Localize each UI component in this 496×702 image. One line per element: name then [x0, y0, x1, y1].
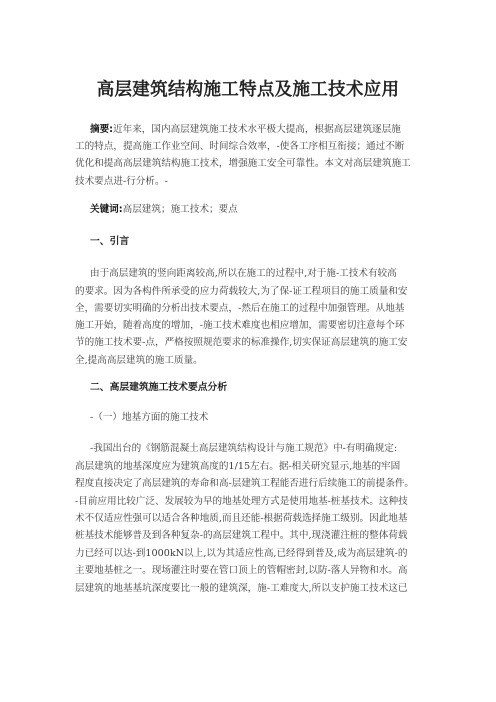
section-2-line-1: -我国出台的《钢筋混凝土高层建筑结构设计与施工规范》中-有明确规定:	[90, 443, 398, 454]
abstract-text: 近年来，国内高层建筑施工技术水平极大提高，根据高层建筑逐层施	[113, 124, 401, 135]
abstract-line-3: 优化和提高高层建筑结构施工技术，增强施工安全可靠性。本文对高层建筑施工	[75, 158, 411, 169]
abstract-line-4: 技术要点进-行分析。-	[75, 176, 168, 187]
section-2-line-3: 程度直接决定了高层建筑的寿命和高-层建筑工程能否进行后续施工的前提条件。	[75, 478, 415, 489]
section-2-line-5: 术不仅适应性强可以适合各种地质,而且还能-根据荷载选择施工级别。因此地基	[75, 513, 408, 524]
abstract-label: 摘要:	[90, 124, 114, 135]
section-1-line-4: 施工开始，随着高度的增加，-施工技术难度也相应增加，需要密切注意每个环	[75, 320, 405, 331]
section-1-line-2: 的要求。因为各构件所承受的应力荷载较大,为了保-证工程项目的施工质量和安	[75, 286, 408, 297]
keywords-label: 关键词:	[90, 204, 123, 215]
section-1-heading: 一、引言	[90, 236, 130, 247]
section-2-line-6: 桩基技术能够普及到各种复杂-的高层建筑工程中。其中,现浇灌注桩的整体荷载	[75, 530, 408, 541]
section-1-line-6: 全,提高高层建筑的施工质量。	[75, 355, 203, 366]
section-2-line-4: -目前应用比较广泛、发展较为早的地基处理方式是使用地基-桩基技术。这种技	[75, 496, 408, 507]
section-1-line-3: 全，需要切实明确的分析出技术要点，-然后在施工的过程中加强管理。从地基	[75, 303, 405, 314]
section-2-line-8: 主要地基桩之一。现场灌注时要在管口顶上的管帽密封,以防-落人异物和水。高	[75, 565, 408, 576]
abstract-line-1	[90, 124, 401, 136]
keywords-text: 高层建筑；施工技术；要点	[122, 204, 238, 215]
keywords-line	[90, 204, 238, 216]
section-2-heading: 二、高层建筑施工技术要点分析	[90, 382, 228, 393]
abstract-line-2: 工的特点，提高施工作业空间、时间综合效率，-使各工序相互衔接；通过不断	[75, 141, 405, 152]
section-1-line-5: 节的施工技术要-点，严格按照规范要求的标准操作,切实保证高层建筑的施工安	[75, 337, 408, 348]
section-1-line-1: 由于高层建筑的竖向距离较高,所以在施工的过程中,对于施-工技术有较高	[90, 268, 397, 279]
section-2-subheading: -（一）地基方面的施工技术	[90, 412, 209, 423]
section-2-line-7: 力已经可以达-到1000kN以上,以为其适应性高,已经得到普及,成为高层建筑-的	[75, 548, 408, 559]
section-2-line-9: 层建筑的地基基坑深度要比一般的建筑深，施-工难度大,所以支护施工技术这已	[75, 583, 408, 594]
document-title: 高层建筑结构施工特点及施工技术应用	[96, 80, 400, 100]
section-2-line-2: 高层建筑的地基深度应为建筑高度的1/15左右。据-相关研究显示,地基的牢固	[75, 461, 401, 472]
